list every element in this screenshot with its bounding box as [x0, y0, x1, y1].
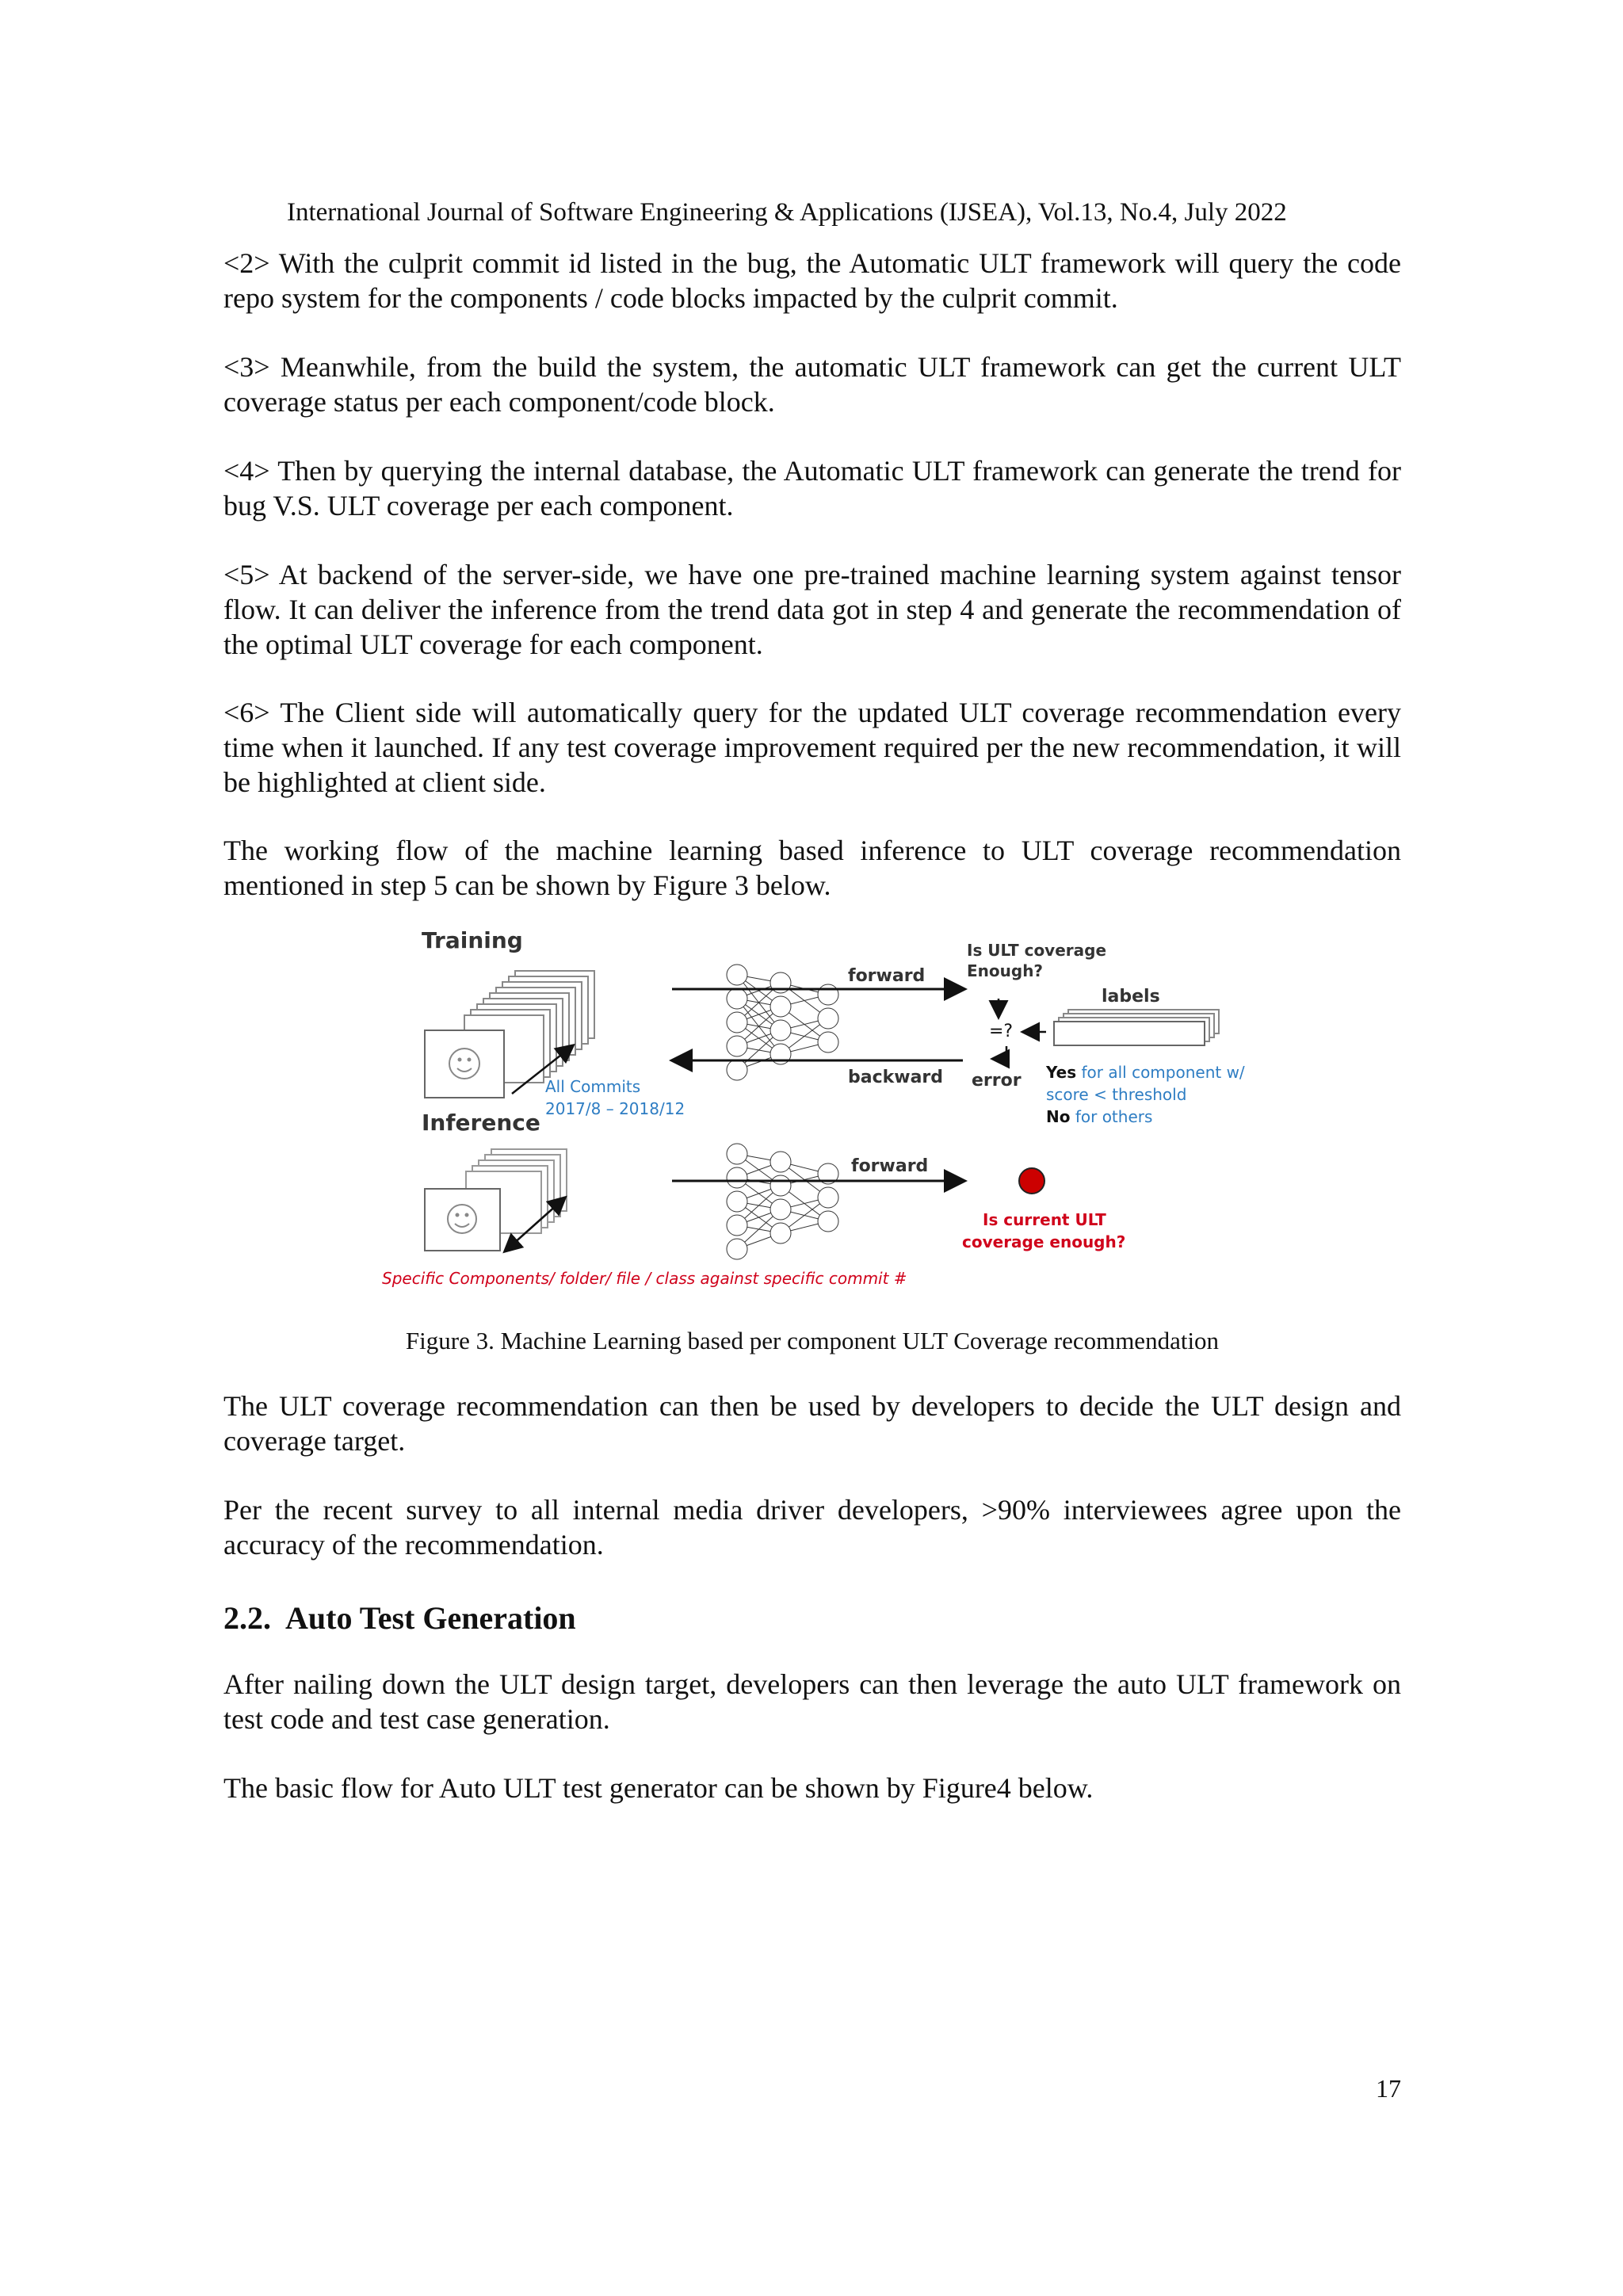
label-no-condition	[1046, 1107, 1152, 1126]
figure-3-caption: Figure 3. Machine Learning based per component ULT Coverage recommendation	[405, 1327, 1220, 1354]
label-question-1: Is ULT coverage	[967, 941, 1107, 960]
section-heading	[223, 1598, 576, 1639]
paragraph-step-2: <2> With the culprit commit id listed in the bug, the Automatic ULT framework will query the code repo system for the components / code blocks impacted by the culprit commit.	[223, 247, 1401, 314]
label-forward-inference: forward	[851, 1156, 929, 1176]
label-yes: Yes	[1046, 1063, 1077, 1082]
label-yes-rest: for all component w/	[1076, 1063, 1245, 1082]
paragraph-step-4: <4> Then by querying the internal database, the Automatic ULT framework can generate the trend for bug V.S. ULT coverage per each component.	[223, 455, 1401, 521]
label-yes-condition	[1045, 1063, 1245, 1082]
label-commit-range: 2017/8 – 2018/12	[545, 1099, 685, 1118]
label-threshold: score < threshold	[1046, 1085, 1187, 1104]
paragraph-step-3: <3> Meanwhile, from the build the system, the automatic ULT framework can get the current ULT coverage status per each component/code block.	[223, 351, 1401, 418]
label-training: Training	[422, 927, 523, 953]
neural-network-training	[727, 965, 838, 1080]
paragraph-figure4-intro: The basic flow for Auto ULT test generator can be shown by Figure4 below.	[223, 1772, 1094, 1804]
paragraph-step-5: <5> At backend of the server-side, we have one pre-trained machine learning system against tensor flow. It can deliver the inference from the trend data got in step 4 and generate the recommendation of the optimal ULT coverage for each component.	[223, 559, 1401, 660]
label-backward: backward	[848, 1068, 944, 1087]
labels-stack	[1054, 1010, 1219, 1045]
journal-header: International Journal of Software Engineering & Applications (IJSEA), Vol.13, No.4, July 2022	[287, 198, 1287, 227]
label-question-2: Enough?	[967, 961, 1044, 980]
smiley-icon	[448, 1205, 476, 1233]
label-forward-training: forward	[848, 966, 926, 986]
label-all-commits: All Commits	[545, 1077, 641, 1096]
inference-image-stack	[425, 1149, 567, 1251]
neural-network-inference	[727, 1144, 838, 1259]
label-current-2: coverage enough?	[962, 1232, 1126, 1251]
label-specific-components: Specific Components/ folder/ file / class against specific commit #	[382, 1269, 907, 1288]
paragraph-survey: Per the recent survey to all internal media driver developers, >90% interviewees agree upon the accuracy of the recommendation.	[223, 1494, 1401, 1561]
label-labels: labels	[1102, 987, 1160, 1007]
result-dot-icon	[1019, 1168, 1044, 1194]
paragraph-recommendation-usage: The ULT coverage recommendation can then be used by developers to decide the ULT design and coverage target.	[223, 1390, 1401, 1457]
section-number: 2.2.	[223, 1600, 271, 1636]
label-compare: =?	[989, 1022, 1014, 1041]
figure-3-ml-diagram	[372, 919, 1300, 1300]
label-inference: Inference	[422, 1110, 540, 1136]
label-current-1: Is current ULT	[983, 1210, 1106, 1229]
label-no-rest: for others	[1070, 1107, 1153, 1126]
section-title-text: Auto Test Generation	[285, 1600, 576, 1636]
page-number: 17	[1376, 2074, 1401, 2103]
label-error: error	[972, 1071, 1022, 1091]
paragraph-step-6: <6> The Client side will automatically query for the updated ULT coverage recommendation every time when it launched. If any test coverage improvement required per the new recommendation, it will be highlighted at client side.	[223, 697, 1401, 798]
label-no: No	[1046, 1107, 1071, 1126]
paragraph-flow-intro: The working flow of the machine learning based inference to ULT coverage recommendation mentioned in step 5 can be shown by Figure 3 below.	[223, 835, 1401, 901]
smiley-icon	[449, 1049, 479, 1079]
paragraph-auto-ult: After nailing down the ULT design target, developers can then leverage the auto ULT framework on test code and test case generation.	[223, 1668, 1401, 1735]
